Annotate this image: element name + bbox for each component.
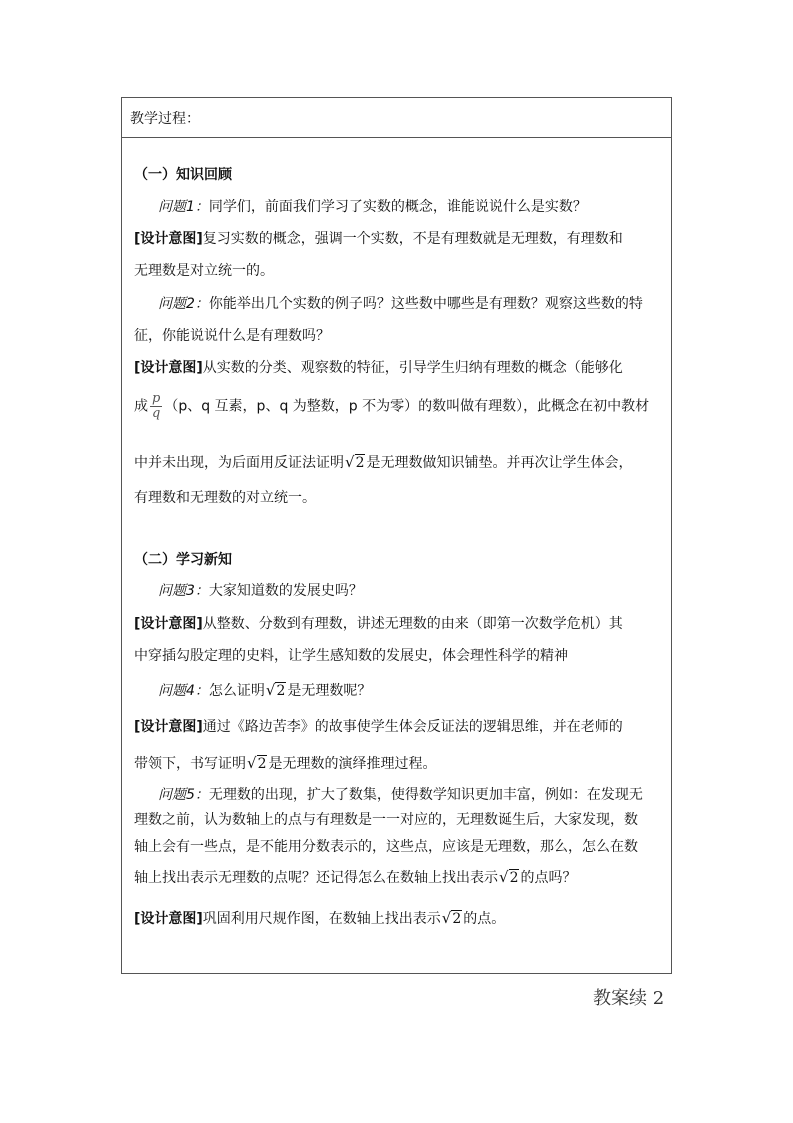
design-intent-4-line1 xyxy=(134,717,623,737)
text-suffix: （p、q 互素，p、q 为整数，p 不为零）的数叫做有理数），此概念在初中教材 xyxy=(164,398,650,415)
process-title: 教学过程： xyxy=(130,111,200,127)
text-prefix: 成 xyxy=(134,398,148,415)
design-intent-1-line2: 无理数是对立统一的。 xyxy=(134,263,274,279)
sqrt-argument: 2 xyxy=(355,455,365,471)
text-suffix: 是无理数的演绎推理过程。 xyxy=(268,756,437,772)
design-intent-3-line1 xyxy=(134,614,623,634)
question-1 xyxy=(158,197,587,217)
design-intent-label: [设计意图] xyxy=(134,360,203,376)
design-intent-3-text: 从整数、分数到有理数，讲述无理数的由来（即第一次数学危机）其 xyxy=(202,616,623,632)
question-2-label: 问题2： xyxy=(158,296,209,312)
text-suffix: 的点吗？ xyxy=(520,870,577,886)
question-5-label: 问题5： xyxy=(158,787,209,803)
sqrt-2-symbol: √2 xyxy=(441,909,462,927)
sqrt-2-symbol: √2 xyxy=(247,754,267,772)
design-intent-2-line1 xyxy=(134,358,623,378)
sqrt-2-symbol: √2 xyxy=(499,868,519,886)
question-3 xyxy=(158,581,363,601)
design-intent-label: [设计意图] xyxy=(134,719,203,735)
question-4 xyxy=(158,680,371,701)
question-4-label: 问题4： xyxy=(158,683,209,699)
question-5-line4 xyxy=(134,867,576,888)
sqrt-argument: 2 xyxy=(509,870,519,886)
design-intent-4-line2 xyxy=(134,753,436,774)
question-1-label: 问题1： xyxy=(158,199,209,215)
design-intent-label: [设计意图] xyxy=(134,616,203,632)
lesson-table xyxy=(121,97,672,974)
design-intent-label: [设计意图] xyxy=(134,231,203,247)
fraction-p-over-q xyxy=(150,392,162,421)
sqrt-argument: 2 xyxy=(452,911,462,927)
design-intent-4-text: 通过《路边苦李》的故事使学生体会反证法的逻辑思维，并在老师的 xyxy=(202,719,623,735)
text-prefix: 带领下，书写证明 xyxy=(134,756,246,772)
table-header-row xyxy=(122,98,671,138)
question-5-line2: 理数之前，认为数轴上的点与有理数是一一对应的，无理数诞生后，大家发现，数 xyxy=(134,812,638,828)
text-suffix: 的点。 xyxy=(463,911,506,927)
design-intent-2-line2 xyxy=(134,392,649,421)
design-intent-2-line4: 有理数和无理数的对立统一。 xyxy=(134,490,316,506)
fraction-numerator: p xyxy=(152,391,161,406)
question-2-line1 xyxy=(158,294,643,314)
design-intent-3-line2: 中穿插勾股定理的史料，让学生感知数的发展史，体会理性科学的精神 xyxy=(134,648,568,664)
design-intent-2-line3 xyxy=(134,452,632,473)
question-2-line2: 征，你能说说什么是有理数吗？ xyxy=(134,328,330,344)
design-intent-label: [设计意图] xyxy=(134,911,203,927)
page-footer-label: 教案续 2 xyxy=(593,988,665,1009)
question-2-text: 你能举出几个实数的例子吗？这些数中哪些是有理数？观察这些数的特 xyxy=(208,296,643,312)
question-1-text: 同学们，前面我们学习了实数的概念，谁能说说什么是实数？ xyxy=(208,199,587,215)
sqrt-argument: 2 xyxy=(276,683,286,699)
section1-heading: （一）知识回顾 xyxy=(134,167,232,183)
design-intent-5 xyxy=(134,908,505,929)
sqrt-argument: 2 xyxy=(257,756,267,772)
section2-heading: （二）学习新知 xyxy=(134,552,232,568)
text-prefix: 中并未出现，为后面用反证法证明 xyxy=(134,455,344,471)
text-suffix: 是无理数呢？ xyxy=(287,683,372,699)
text-prefix: 轴上找出表示无理数的点呢？还记得怎么在数轴上找出表示 xyxy=(134,870,498,886)
design-intent-2-text: 从实数的分类、观察数的特征，引导学生归纳有理数的概念（能够化 xyxy=(202,360,623,376)
text-prefix: 巩固利用尺规作图，在数轴上找出表示 xyxy=(202,911,441,927)
sqrt-2-symbol: √2 xyxy=(265,681,286,699)
text-suffix: 是无理数做知识铺垫。并再次让学生体会， xyxy=(366,455,633,471)
design-intent-1-text: 复习实数的概念，强调一个实数，不是有理数就是无理数，有理数和 xyxy=(202,231,623,247)
question-3-text: 大家知道数的发展史吗？ xyxy=(208,583,363,599)
question-3-label: 问题3： xyxy=(158,583,209,599)
design-intent-1-line1 xyxy=(134,229,623,249)
question-5-text: 无理数的出现，扩大了数集，使得数学知识更加丰富，例如：在发现无 xyxy=(208,787,643,803)
sqrt-2-symbol: √2 xyxy=(345,453,365,471)
question-5-line1 xyxy=(158,785,643,805)
text-prefix: 怎么证明 xyxy=(208,683,265,699)
fraction-denominator: q xyxy=(152,406,161,421)
question-5-line3: 轴上会有一些点，是不能用分数表示的，这些点，应该是无理数，那么，怎么在数 xyxy=(134,839,638,855)
